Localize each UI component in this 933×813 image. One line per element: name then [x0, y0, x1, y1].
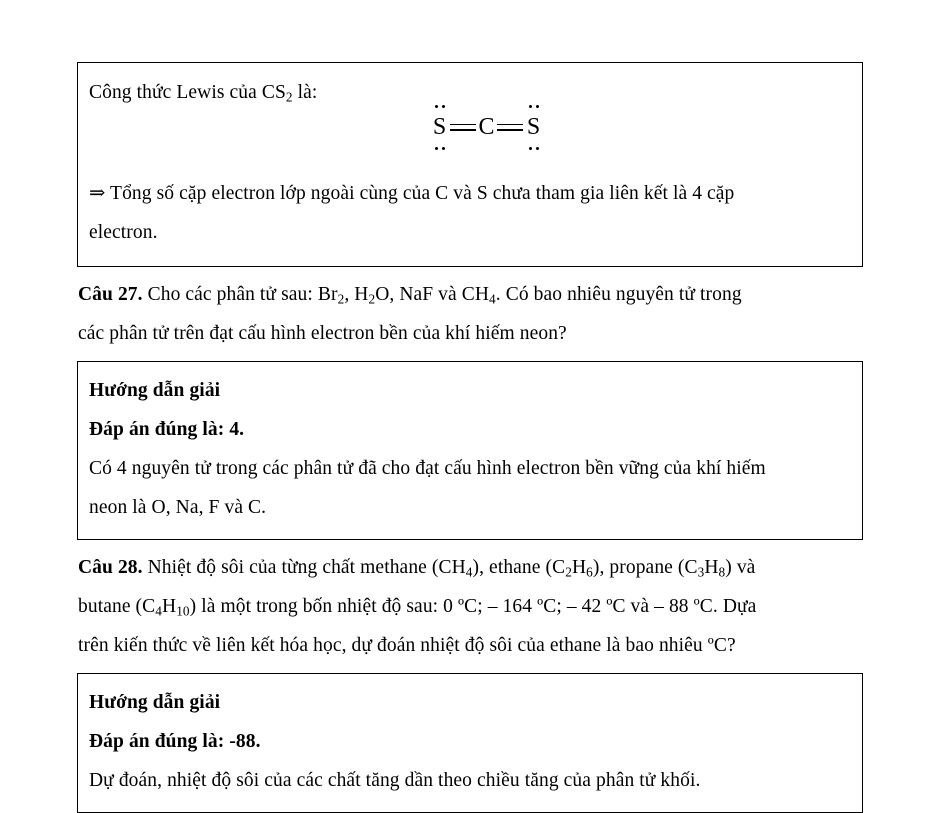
question-27-text-c: O, NaF và CH — [375, 284, 490, 305]
double-bond-icon — [450, 124, 476, 131]
lewis-structure-figure — [89, 112, 852, 174]
question-28-line2-c: ) là một trong bốn nhiệt độ sau: 0 ºC; – 164 ºC; – 42 ºC và – 88 ºC. Dựa — [189, 596, 757, 617]
question-28-line-1 — [78, 548, 863, 587]
question-28 — [77, 548, 863, 665]
question-28-line-3: trên kiến thức về liên kết hóa học, dự đoán nhiệt độ sôi của ethane là bao nhiêu ºC? — [78, 635, 736, 656]
lewis-explanation-box — [77, 62, 863, 267]
content-column — [77, 62, 863, 813]
answer-28-heading: Hướng dẫn giải — [89, 692, 221, 713]
question-28-line-2 — [78, 587, 863, 626]
answer-27-explanation-line-2: neon là O, Na, F và C. — [89, 497, 267, 518]
subscript: 4 — [489, 291, 496, 307]
question-27-text-a: Cho các phân tử sau: Br — [142, 284, 338, 305]
answer-box-27 — [77, 361, 863, 540]
question-27-line-2: các phân tử trên đạt cấu hình electron bền của khí hiếm neon? — [78, 323, 567, 344]
lone-pair-bottom-icon — [524, 147, 543, 150]
question-27-label: Câu 27. — [78, 284, 143, 305]
lewis-atom-sulfur-left — [430, 114, 449, 140]
question-28-text-d: ), propane (C — [592, 557, 698, 578]
lewis-conclusion-line-2: electron. — [89, 222, 158, 243]
lewis-structure-diagram — [430, 114, 543, 140]
lewis-atom-carbon — [477, 114, 496, 140]
answer-28-correct-answer: Đáp án đúng là: -88. — [89, 731, 261, 752]
subscript: 4 — [155, 603, 162, 619]
lewis-intro-subscript: 2 — [285, 89, 293, 105]
question-28-text-b: ), ethane (C — [472, 557, 566, 578]
subscript: 6 — [586, 564, 593, 580]
question-28-line2-b: H — [162, 596, 177, 617]
subscript: 2 — [565, 564, 572, 580]
question-27 — [77, 275, 863, 353]
subscript: 2 — [337, 291, 345, 307]
lone-pair-bottom-icon — [430, 147, 449, 150]
atom-symbol: C — [478, 114, 495, 140]
subscript: 4 — [465, 564, 473, 580]
answer-27-correct-answer: Đáp án đúng là: 4. — [89, 419, 245, 440]
answer-box-28 — [77, 673, 863, 813]
lewis-intro-prefix: Công thức Lewis của CS — [89, 82, 286, 103]
question-28-text-e: H — [704, 557, 719, 578]
question-28-text-c: H — [571, 557, 587, 578]
atom-symbol: S — [432, 114, 447, 140]
atom-symbol: S — [526, 114, 541, 140]
lone-pair-top-icon — [524, 105, 543, 108]
lone-pair-top-icon — [430, 105, 449, 108]
lewis-atom-sulfur-right — [524, 114, 543, 140]
question-27-text-d: . Có bao nhiêu nguyên tử trong — [495, 284, 742, 305]
question-28-label: Câu 28. — [78, 557, 143, 578]
lewis-intro-line — [89, 73, 852, 112]
subscript: 2 — [368, 291, 376, 307]
subscript: 3 — [697, 564, 705, 580]
question-28-text-a: Nhiệt độ sôi của từng chất methane (CH — [142, 557, 466, 578]
double-bond-icon — [497, 124, 523, 131]
question-28-text-f: ) và — [725, 557, 756, 578]
answer-28-explanation: Dự đoán, nhiệt độ sôi của các chất tăng dần theo chiều tăng của phân tử khối. — [89, 770, 701, 791]
answer-27-heading: Hướng dẫn giải — [89, 380, 221, 401]
lewis-conclusion-line-1: ⇒ Tổng số cặp electron lớp ngoài cùng của C và S chưa tham gia liên kết là 4 cặp — [89, 183, 735, 204]
subscript: 8 — [718, 564, 726, 580]
question-27-line-1 — [78, 275, 863, 314]
lewis-intro-suffix: là: — [292, 82, 318, 103]
question-27-text-b: , H — [344, 284, 369, 305]
question-28-line2-a: butane (C — [78, 596, 156, 617]
subscript: 10 — [176, 603, 190, 619]
answer-27-explanation-line-1: Có 4 nguyên tử trong các phân tử đã cho đạt cấu hình electron bền vững của khí hiếm — [89, 458, 766, 479]
